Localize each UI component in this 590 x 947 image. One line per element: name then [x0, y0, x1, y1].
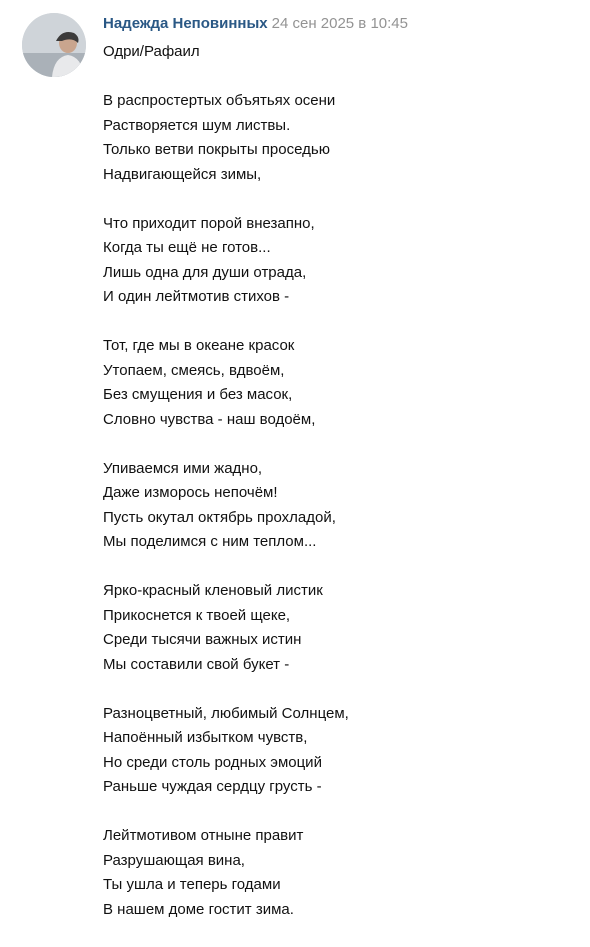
poem-line: Мы поделимся с ним теплом... — [103, 533, 317, 550]
poem-line: Ты ушла и теперь годами — [103, 876, 281, 893]
poem-line: Лейтмотивом отныне правит — [103, 827, 304, 844]
stanza-gap — [103, 555, 573, 580]
poem-line: Даже изморось непочём! — [103, 484, 278, 501]
post-header — [103, 14, 408, 34]
poem-line: Только ветви покрыты проседью — [103, 141, 330, 158]
poem-line: Разноцветный, любимый Солнцем, — [103, 704, 349, 722]
avatar-photo-icon — [22, 13, 86, 77]
poem-line: Утопаем, смеясь, вдвоём, — [103, 361, 285, 379]
poem-line: Растворяется шум листвы. — [103, 116, 291, 134]
poem-line: И один лейтмотив стихов - — [103, 288, 290, 305]
poem-line: Раньше чуждая сердцу грусть - — [103, 778, 322, 795]
poem-line: Словно чувства - наш водоём, — [103, 410, 316, 428]
stanza-gap — [103, 65, 573, 90]
poem-line: В нашем доме гостит зима. — [103, 900, 294, 918]
poem-line: Ярко-красный кленовый листик — [103, 582, 323, 599]
stanza-gap — [103, 677, 573, 702]
poem-line: Что приходит порой внезапно, — [103, 214, 315, 232]
poem-line: Когда ты ещё не готов... — [103, 239, 271, 256]
poem-line: Но среди столь родных эмоций — [103, 753, 322, 771]
stanza-gap — [103, 187, 573, 212]
poem-line: Разрушающая вина, — [103, 851, 245, 869]
poem-line: Мы составили свой букет - — [103, 655, 290, 673]
poem-line: Прикоснется к твоей щеке, — [103, 606, 291, 624]
poem-line: Среди тысячи важных истин — [103, 631, 302, 648]
post-text — [103, 40, 573, 922]
poem-line: Тот, где мы в океане красок — [103, 337, 295, 354]
stanza-gap — [103, 432, 573, 457]
stanza-gap — [103, 800, 573, 825]
poem-line: Пусть окутал октябрь прохладой, — [103, 508, 336, 526]
poem-line: Упиваемся ими жадно, — [103, 459, 263, 477]
poem-line: В распростертых объятьях осени — [103, 92, 336, 109]
poem-line: Без смущения и без масок, — [103, 386, 293, 403]
poem-line: Надвигающейся зимы, — [103, 165, 262, 183]
post-date-link[interactable]: 24 сен 2025 в 10:45 — [271, 15, 408, 32]
poem-line: Лишь одна для души отрада, — [103, 263, 307, 281]
poem-line: Напоённый избытком чувств, — [103, 729, 308, 746]
author-avatar[interactable] — [22, 13, 86, 77]
post-title: Одри/Рафаил — [103, 43, 200, 60]
stanza-gap — [103, 310, 573, 335]
author-name-link[interactable]: Надежда Неповинных — [103, 15, 268, 32]
